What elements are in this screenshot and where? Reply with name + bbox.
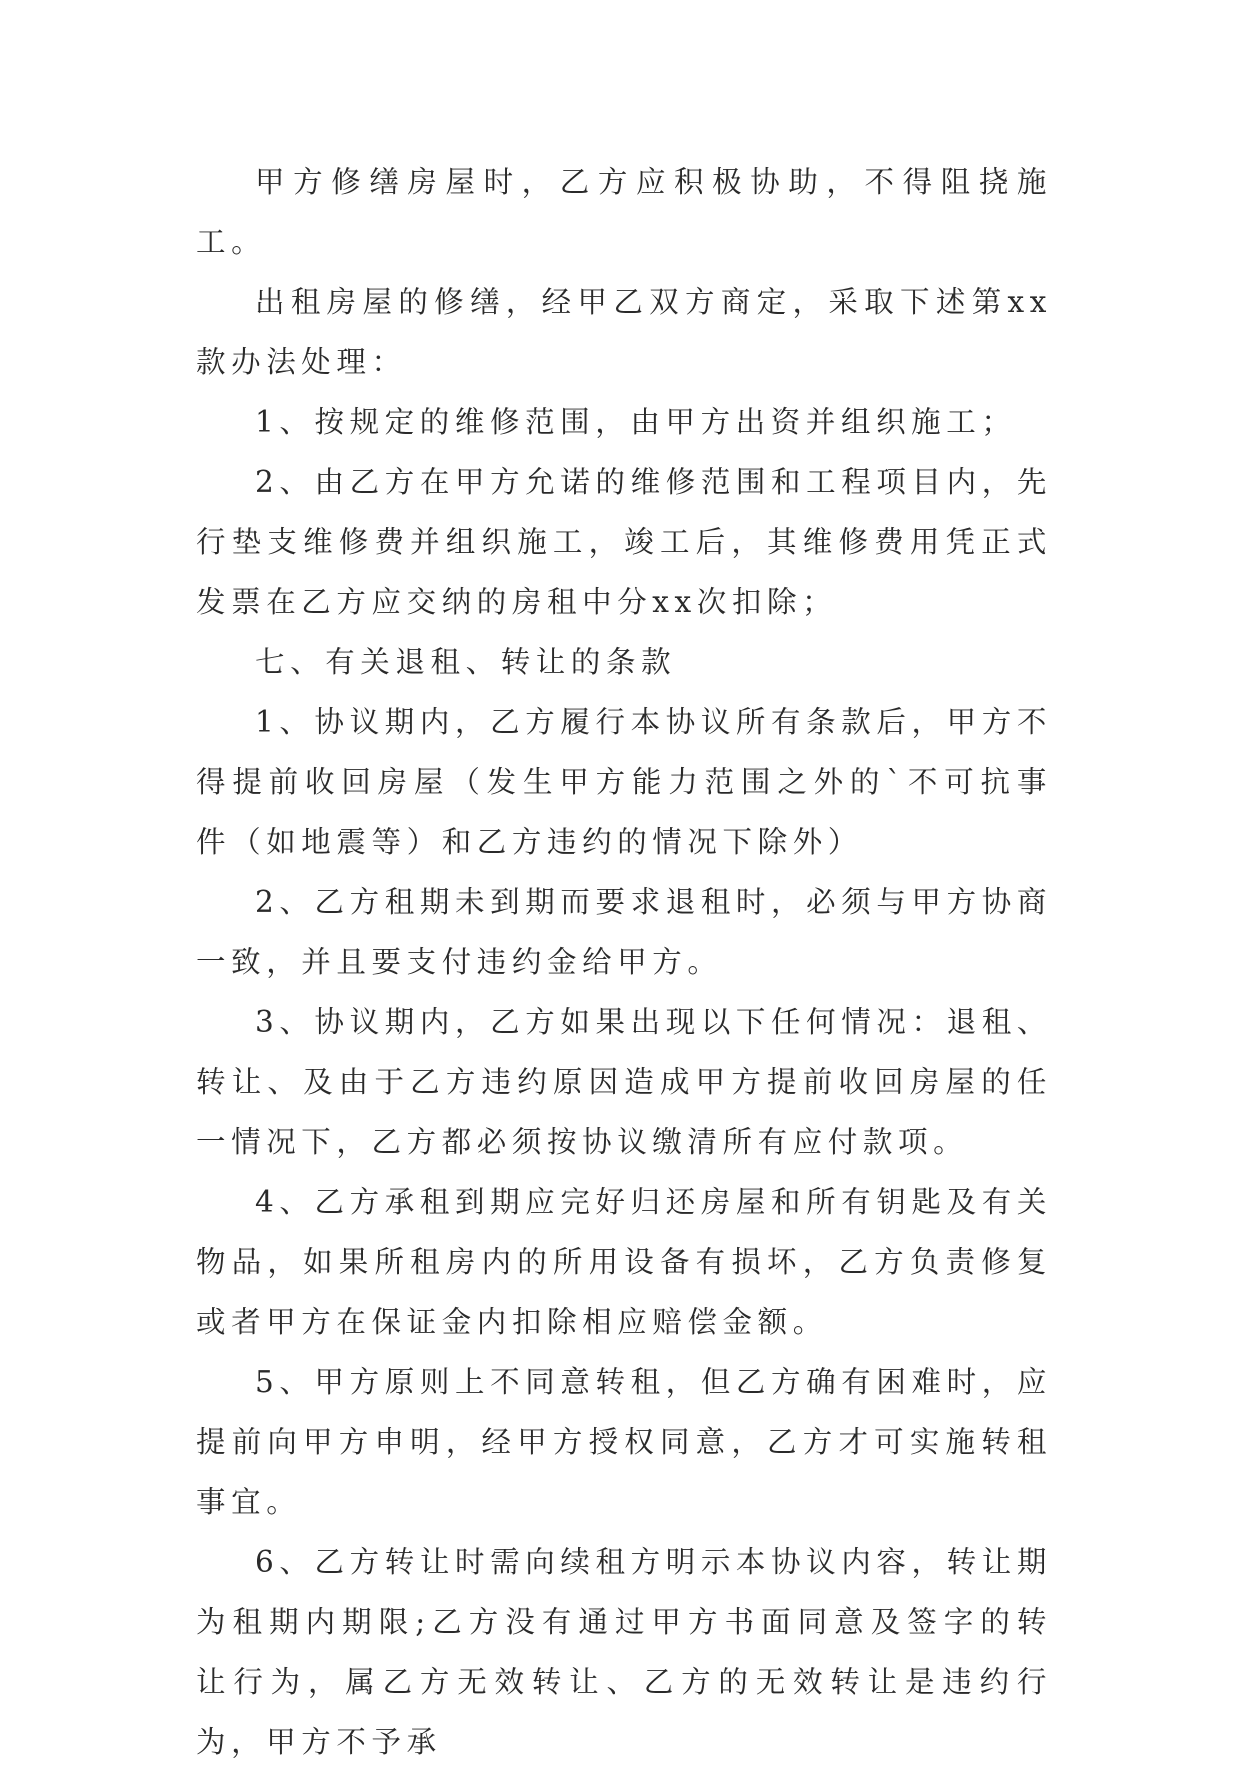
- paragraph-termination-2: 2、乙方租期未到期而要求退租时，必须与甲方协商一致，并且要支付违约金给甲方。: [196, 885, 1052, 979]
- paragraph-repair-assist: 甲方修缮房屋时，乙方应积极协助，不得阻挠施工。: [196, 165, 1052, 259]
- section-heading-termination-transfer: 七、有关退租、转让的条款: [255, 645, 677, 679]
- paragraph-termination-5: 5、甲方原则上不同意转租，但乙方确有困难时，应提前向甲方申明，经甲方授权同意，乙方才可实施转租事宜。: [196, 1365, 1052, 1519]
- paragraph-repair-option-2: 2、由乙方在甲方允诺的维修范围和工程项目内，先行垫支维修费并组织施工，竣工后，其维修费用凭正式发票在乙方应交纳的房租中分xx次扣除；: [196, 465, 1052, 619]
- paragraph-termination-3: 3、协议期内，乙方如果出现以下任何情况：退租、转让、及由于乙方违约原因造成甲方提前收回房屋的任一情况下，乙方都必须按协议缴清所有应付款项。: [196, 1005, 1052, 1159]
- paragraph-repair-option-1: 1、按规定的维修范围，由甲方出资并组织施工；: [255, 405, 1017, 439]
- paragraph-termination-4: 4、乙方承租到期应完好归还房屋和所有钥匙及有关物品，如果所租房内的所用设备有损坏，乙方负责修复或者甲方在保证金内扣除相应赔偿金额。: [196, 1185, 1052, 1339]
- paragraph-repair-method: 出租房屋的修缮，经甲乙双方商定，采取下述第xx款办法处理：: [196, 285, 1052, 379]
- paragraph-termination-1: 1、协议期内，乙方履行本协议所有条款后，甲方不得提前收回房屋（发生甲方能力范围之外的`不可抗事件（如地震等）和乙方违约的情况下除外）: [196, 705, 1052, 859]
- paragraph-termination-6: 6、乙方转让时需向续租方明示本协议内容，转让期为租期内期限;乙方没有通过甲方书面同意及签字的转让行为，属乙方无效转让、乙方的无效转让是违约行为，甲方不予承: [196, 1545, 1052, 1759]
- document-body: [196, 152, 1052, 1772]
